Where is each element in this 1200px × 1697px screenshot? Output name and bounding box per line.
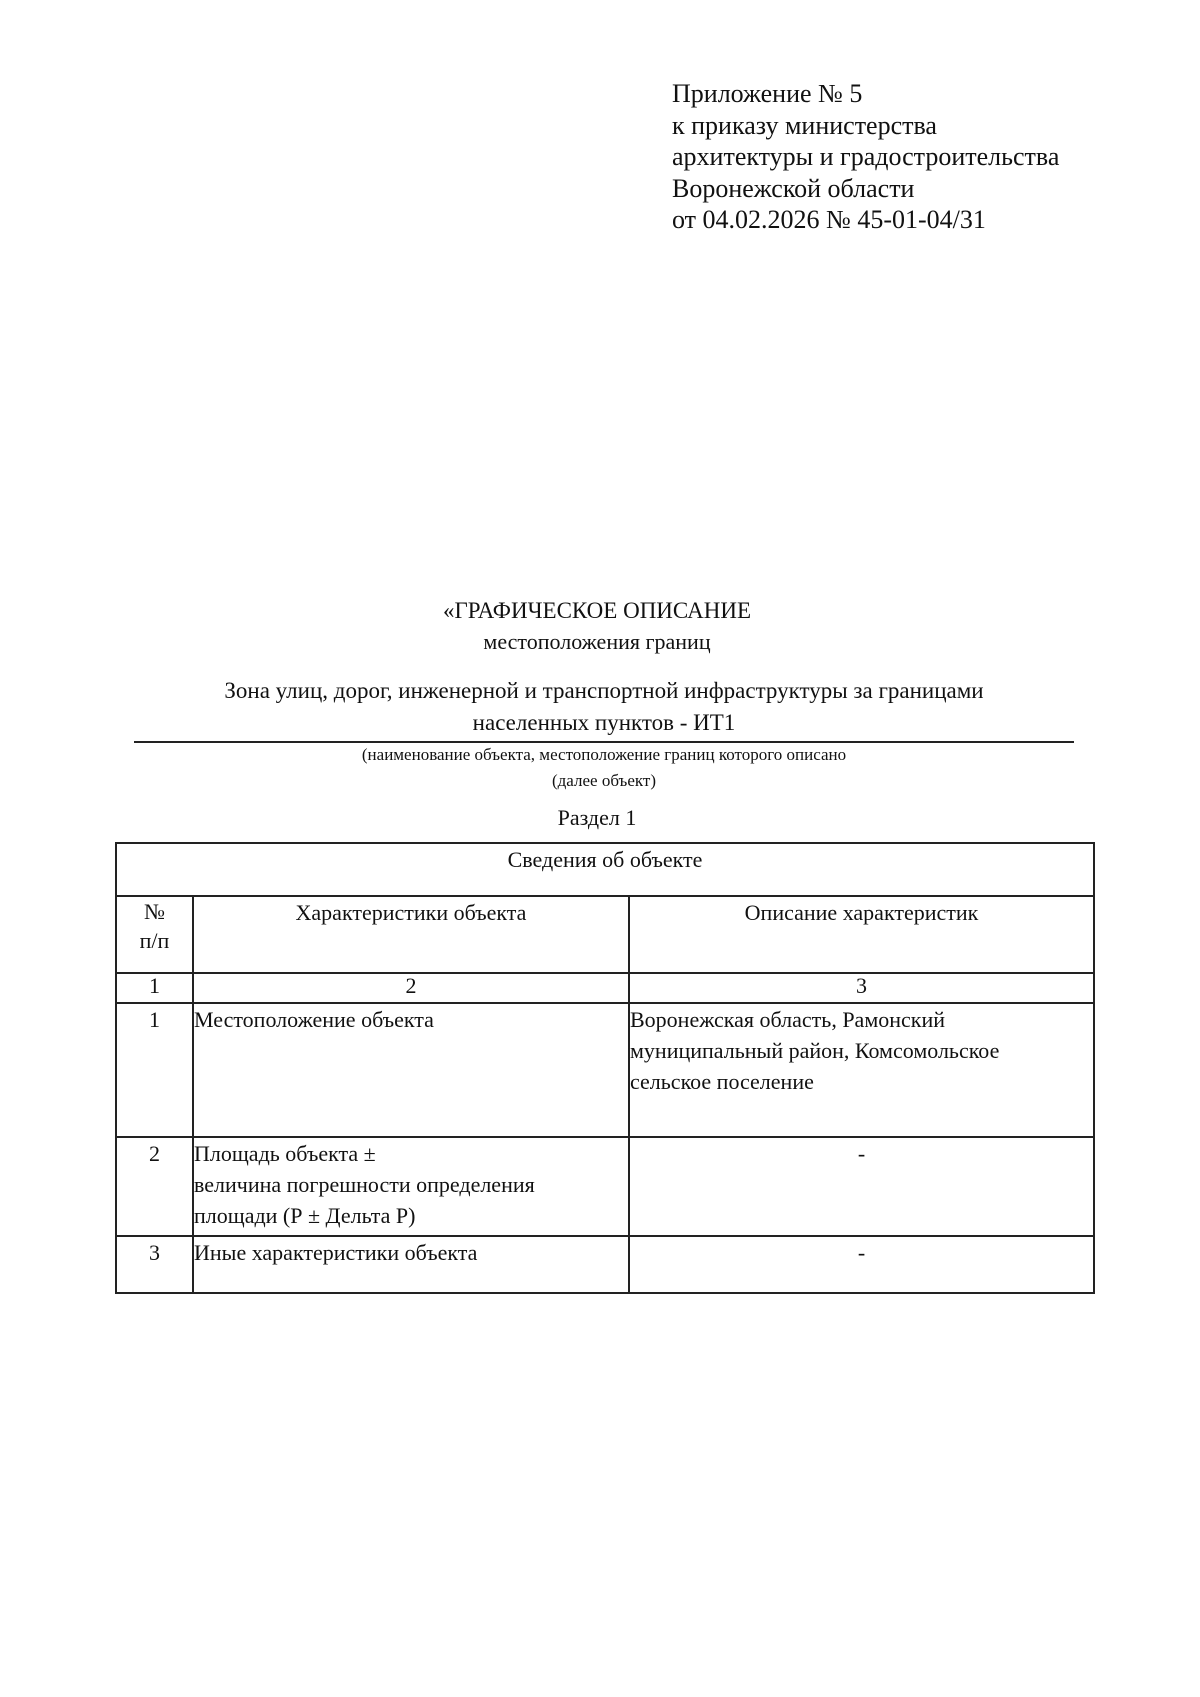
column-header-characteristics: Характеристики объекта xyxy=(193,896,629,973)
column-header-number-line2: п/п xyxy=(139,928,170,953)
row-description: - xyxy=(629,1137,1094,1236)
table-header-row xyxy=(116,843,1094,896)
row-number: 2 xyxy=(116,1137,193,1236)
caption-line: (наименование объекта, местоположение границ которого описано xyxy=(361,745,847,764)
row-characteristic: Иные характеристики объекта xyxy=(193,1236,629,1293)
row-characteristic-line: величина погрешности определения xyxy=(194,1172,535,1197)
column-number: 2 xyxy=(193,973,629,1003)
row-number: 1 xyxy=(116,1003,193,1137)
row-description-line: сельское поселение xyxy=(630,1069,814,1094)
column-header-description: Описание характеристик xyxy=(629,896,1094,973)
appendix-line: Приложение № 5 xyxy=(672,79,863,108)
object-name-line: населенных пунктов - ИТ1 xyxy=(472,710,736,735)
row-characteristic xyxy=(193,1137,629,1236)
appendix-line: от 04.02.2026 № 45-01-04/31 xyxy=(672,205,986,234)
section-label: Раздел 1 xyxy=(557,805,637,830)
appendix-line: Воронежской области xyxy=(672,173,915,203)
table-row xyxy=(116,1003,1094,1137)
row-description-line: муниципальный район, Комсомольское xyxy=(630,1038,1000,1063)
row-characteristic: Местоположение объекта xyxy=(193,1003,629,1137)
column-number: 3 xyxy=(629,973,1094,1003)
table-row xyxy=(116,1236,1094,1293)
column-number: 1 xyxy=(116,973,193,1003)
row-description xyxy=(629,1003,1094,1137)
document-subtitle: местоположения границ xyxy=(483,629,711,654)
column-header-number-line1: № xyxy=(144,899,165,924)
appendix-line: архитектуры и градостроительства xyxy=(672,142,1060,171)
object-name-line: Зона улиц, дорог, инженерной и транспортной инфраструктуры за границами xyxy=(224,678,984,703)
row-number: 3 xyxy=(116,1236,193,1293)
appendix-header xyxy=(672,78,1059,236)
object-info-table xyxy=(115,842,1095,1294)
table-column-number-row xyxy=(116,973,1094,1003)
caption-line: (далее объект) xyxy=(551,771,657,790)
row-description-line: Воронежская область, Рамонский xyxy=(630,1007,946,1032)
row-characteristic-line: площади (Р ± Дельта Р) xyxy=(194,1203,416,1228)
document-title: «ГРАФИЧЕСКОЕ ОПИСАНИЕ xyxy=(442,598,751,623)
table-column-header-row xyxy=(116,896,1094,973)
table-header: Сведения об объекте xyxy=(116,843,1094,896)
appendix-line: к приказу министерства xyxy=(672,110,937,140)
object-name-caption xyxy=(134,742,1074,794)
row-description: - xyxy=(629,1236,1094,1293)
row-characteristic-line: Площадь объекта ± xyxy=(194,1141,376,1166)
column-header-number xyxy=(116,896,193,973)
table-row xyxy=(116,1137,1094,1236)
object-name xyxy=(134,675,1074,743)
